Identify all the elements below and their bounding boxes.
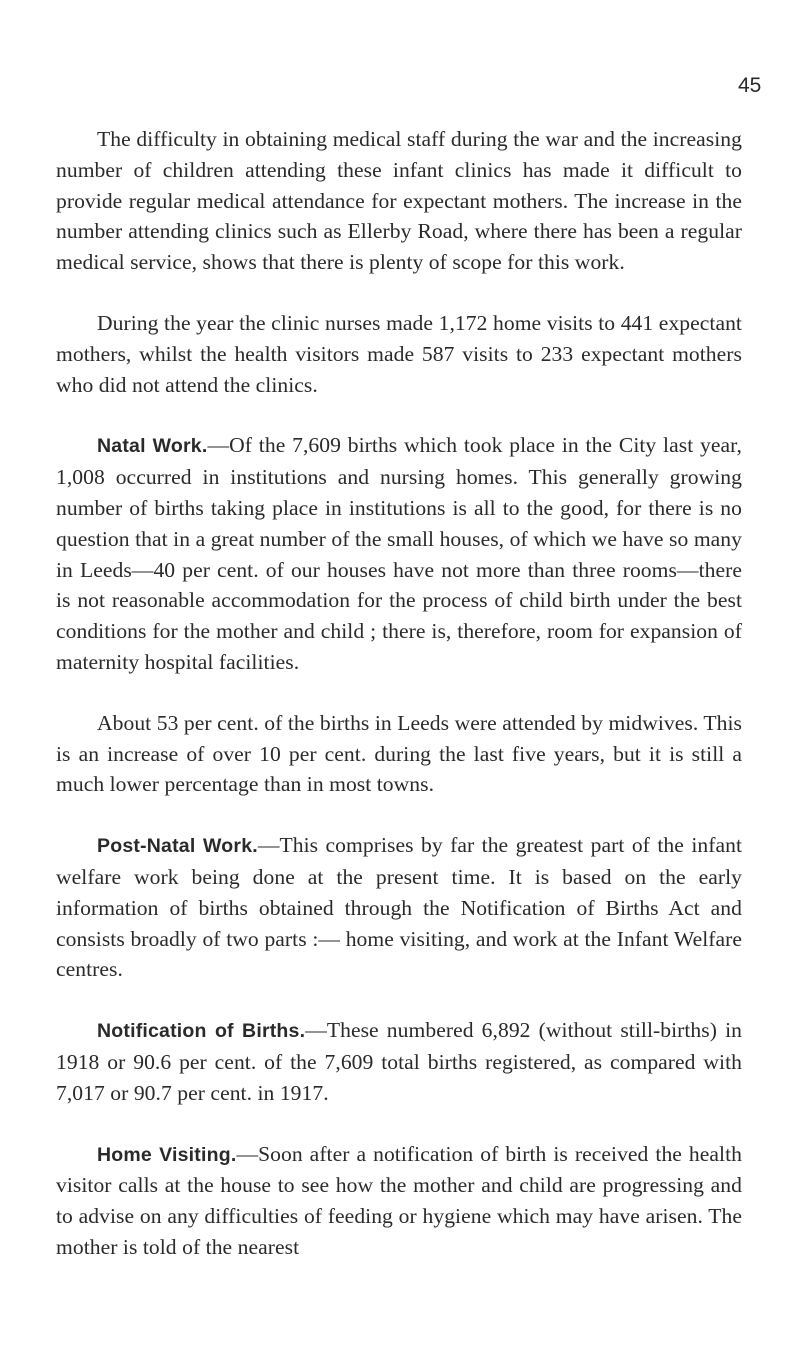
paragraph-home-visiting [56,1139,742,1263]
section-heading-notification-of-births: Notification of Births. [97,1020,306,1043]
paragraph-medical-staff [56,124,742,278]
paragraph-natal-work [56,430,742,677]
paragraph-text: About 53 per cent. of the births in Leeds were attended by midwives. This is an increase of over 10 per cent. during the last five years, but it is still a much lower percentage than in most towns. [56,710,742,797]
paragraph-text: —This comprises by far the greatest part of the infant welfare work being done at the present time. It is based on the early information of births obtained through the Notification of Births Act and consists broadly of two parts :— home visiting, and work at the Infant Welfare centres. [56,833,742,982]
paragraph-text: —Of the 7,609 births which took place in the City last year, 1,008 occurred in institutions and nursing homes. This generally growing number of births taking place in institutions is all to the good, for there is no question that in a great number of the small houses, of which we have so many in Leeds—40 per cent. of our houses have not more than three rooms—there is not reasonable accommodation for the process of child birth under the best conditions for the mother and child ; there is, therefore, room for expansion of maternity hospital facilities. [56,433,742,674]
section-heading-natal-work: Natal Work. [97,435,208,458]
paragraph-post-natal-work [56,830,742,985]
document-body [56,124,742,1293]
section-heading-post-natal-work: Post-Natal Work. [97,835,258,858]
paragraph-notification-of-births [56,1015,742,1108]
paragraph-midwives [56,708,742,800]
paragraph-clinic-visits [56,308,742,400]
paragraph-text: During the year the clinic nurses made 1,172 home visits to 441 expectant mothers, whilst the health visitors made 587 visits to 233 expectant mothers who did not attend the clinics. [56,310,742,397]
page-number: 45 [738,74,762,97]
section-heading-home-visiting: Home Visiting. [97,1143,237,1166]
paragraph-text: —These numbered 6,892 (without still-births) in 1918 or 90.6 per cent. of the 7,609 total births registered, as compared with 7,017 or 90.7 per cent. in 1917. [56,1018,742,1105]
paragraph-text: The difficulty in obtaining medical staff during the war and the increasing number of children attending these infant clinics has made it difficult to provide regular medical attendance for expectant mothers. The increase in the number attending clinics such as Ellerby Road, where there has been a regular medical service, shows that there is plenty of scope for this work. [56,127,742,275]
paragraph-text: —Soon after a notification of birth is received the health visitor calls at the house to see how the mother and child are progressing and to advise on any difficulties of feeding or hygiene which may have arisen. The mother is told of the nearest [56,1141,742,1259]
